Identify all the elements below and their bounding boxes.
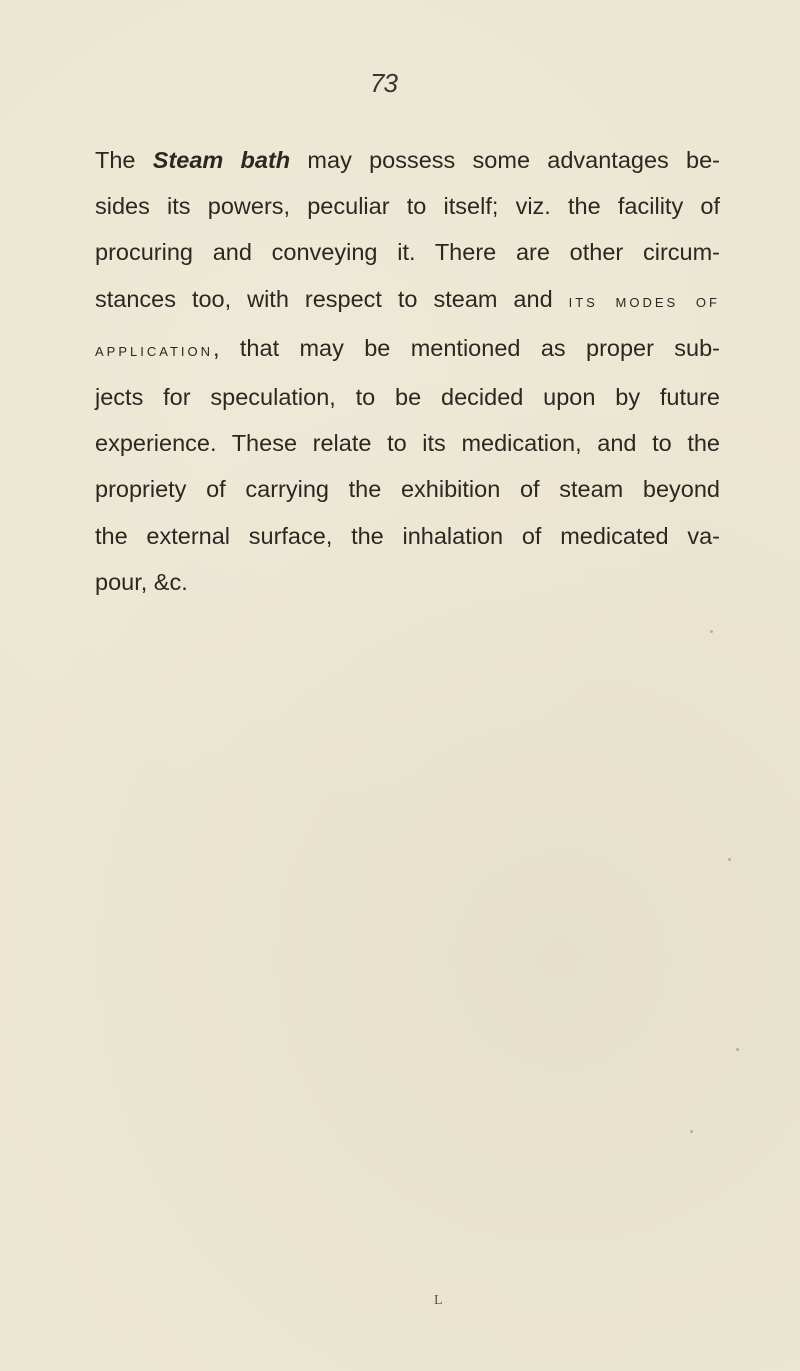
paper-speck xyxy=(710,630,713,633)
body-paragraph xyxy=(95,137,720,605)
text-segment: may possess some advantages be- xyxy=(290,147,721,173)
text-line-4 xyxy=(95,276,720,325)
paper-speck xyxy=(736,1048,739,1051)
text-line-1 xyxy=(95,137,720,183)
text-line-2: sides its powers, peculiar to itself; viz. the facility of xyxy=(95,193,720,220)
signature-mark: L xyxy=(434,1293,443,1308)
text-segment: stances too, with respect to steam and xyxy=(95,285,569,312)
italic-term: Steam bath xyxy=(152,147,291,173)
text-line-8: propriety of carrying the exhibition of steam beyond xyxy=(95,476,720,503)
paper-speck xyxy=(690,1130,693,1133)
text-line-10: pour, &c. xyxy=(95,568,188,595)
small-caps-term: application xyxy=(95,339,214,361)
text-line-3: procuring and conveying it. There are other circum- xyxy=(95,239,720,266)
text-line-7: experience. These relate to its medication, and to the xyxy=(95,430,720,457)
text-segment: The xyxy=(95,147,153,173)
text-line-6: jects for speculation, to be decided upon by future xyxy=(95,384,720,411)
text-line-5 xyxy=(95,325,720,374)
small-caps-term: its modes of xyxy=(568,290,720,312)
text-line-9: the external surface, the inhalation of medicated va- xyxy=(95,522,720,549)
paper-speck xyxy=(728,858,731,861)
text-segment: , that may be mentioned as proper sub- xyxy=(213,334,720,361)
page-number: 73 xyxy=(370,68,397,98)
